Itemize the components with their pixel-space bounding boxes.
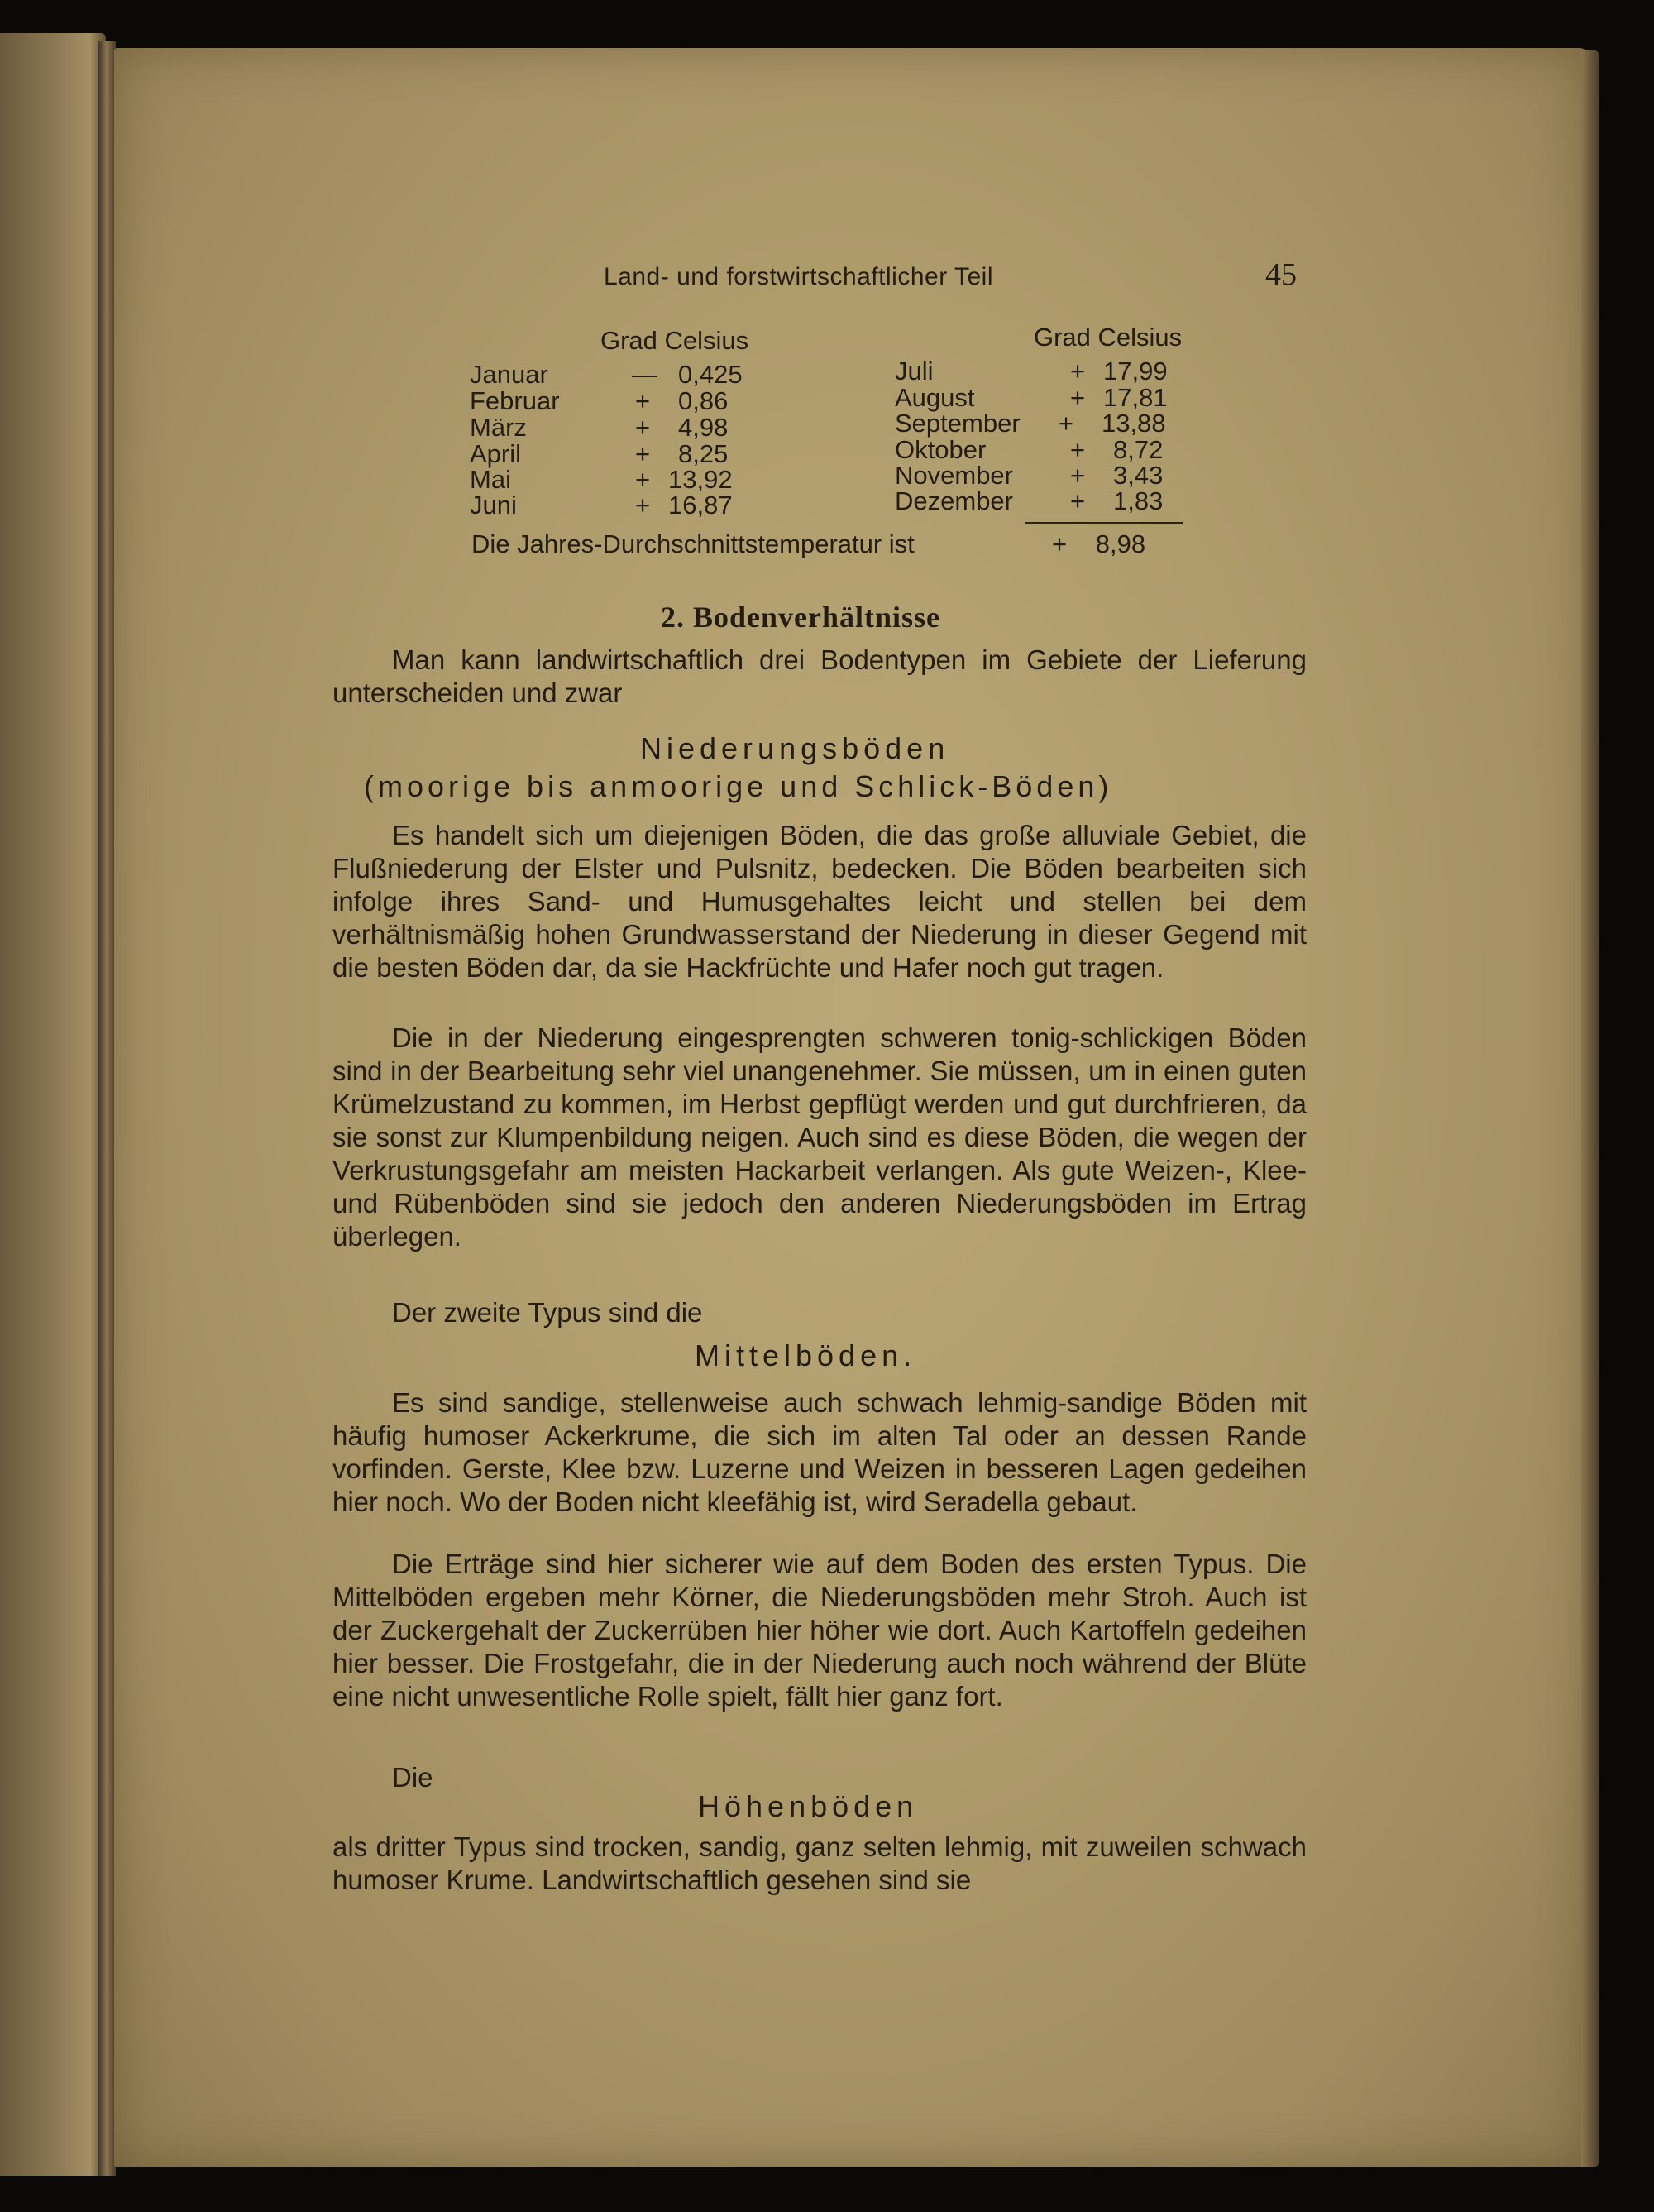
niederungsboeden-subheading: (moorige bis anmoorige und Schlick-Böden): [364, 769, 1113, 803]
annual-average-label: Die Jahres-Durchschnittstemperatur ist: [471, 529, 915, 558]
sign: +: [1070, 461, 1086, 490]
right-page-edge: [1581, 50, 1599, 2167]
intro-paragraph: Man kann landwirtschaftlich drei Bodentypen im Gebiete der Lieferung unterscheiden und zwar: [332, 644, 1307, 708]
value: 0,425: [678, 360, 743, 389]
month-label: Juli: [895, 357, 934, 385]
value: 16,87: [668, 491, 733, 519]
value: 17,99: [1103, 357, 1168, 385]
niederungsboeden-paragraph-1: Es handelt sich um diejenigen Böden, die das große alluviale Gebiet, die Flußniederung der Elster und Pulsnitz, bedecken. Die Böden bearbeiten sich infolge ihres Sand- und Humusgehaltes leicht und stellen bei dem verhältnismäßig hohen Grundwasserstand der Niederung in dieser Gegend mit die besten Böden dar, da sie Hackfrüchte und Hafer noch gut tragen.: [332, 820, 1307, 983]
running-title: Land- und forstwirtschaftlicher Teil: [604, 263, 993, 290]
sign: +: [635, 491, 651, 519]
value: 0,86: [678, 386, 729, 415]
left-page-edge: [0, 33, 106, 2176]
annual-average-value: [1052, 529, 1145, 559]
month-label: März: [470, 413, 527, 442]
value: 4,98: [678, 413, 729, 442]
sign: +: [635, 439, 651, 468]
month-label: Februar: [470, 386, 560, 415]
month-label: Januar: [470, 360, 548, 389]
mittelboeden-paragraph-2: Die Erträge sind hier sicherer wie auf dem Boden des ersten Typus. Die Mittelböden ergeben mehr Körner, die Niederungsböden mehr Stroh. Auch ist der Zuckergehalt der Zuckerrüben hier höher wie dort. Auch Kartoffeln gedeihen hier besser. Die Frostgefahr, die in der Niederung auch noch während der Blüte eine nicht unwesentliche Rolle spielt, fällt hier ganz fort.: [332, 1549, 1307, 1712]
annual-value: 8,98: [1095, 529, 1146, 558]
right-column-header: Grad Celsius: [1034, 323, 1183, 352]
month-label: September: [895, 409, 1021, 438]
month-label: August: [895, 383, 975, 412]
sign: +: [1070, 486, 1086, 515]
month-label: Oktober: [895, 435, 987, 464]
hoehenboeden-paragraph-1: als dritter Typus sind trocken, sandig, ganz selten lehmig, mit zuweilen schwach humoser Krume. Landwirtschaftlich gesehen sind sie: [332, 1831, 1307, 1895]
value: 13,92: [668, 465, 733, 494]
niederungsboeden-heading: Niederungsböden: [640, 731, 950, 765]
niederungsboeden-paragraph-2: Die in der Niederung eingesprengten schweren tonig-schlickigen Böden sind in der Bearbeitung sehr viel unangenehmer. Sie müssen, um in einen guten Krümelzustand zu kommen, im Herbst gepflügt werden und gut durchfrieren, da sie sonst zur Klumpenbildung neigen. Auch sind es diese Böden, die wegen der Verkrustungsgefahr am meisten Hackarbeit verlangen. Als gute Weizen-, Klee- und Rübenböden sind sie jedoch den anderen Niederungsböden im Ertrag überlegen.: [332, 1022, 1307, 1252]
sign: +: [635, 386, 651, 415]
annual-sign: +: [1052, 529, 1068, 558]
value: 8,25: [678, 439, 729, 468]
page-number: 45: [1265, 257, 1297, 292]
value: 17,81: [1103, 383, 1168, 412]
sign: +: [1059, 409, 1074, 438]
sign: +: [635, 465, 651, 494]
section-title: 2. Bodenverhältnisse: [661, 601, 941, 634]
left-column-header: Grad Celsius: [600, 326, 749, 355]
month-label: November: [895, 461, 1013, 490]
sign: +: [635, 413, 651, 442]
hoehenboeden-heading: Höhenböden: [698, 1789, 919, 1823]
book-gutter: [98, 41, 116, 2176]
month-label: April: [470, 439, 522, 468]
mittelboeden-heading: Mittelböden.: [695, 1338, 917, 1372]
value: 8,72: [1113, 435, 1164, 464]
sign: +: [1070, 383, 1086, 412]
value: 13,88: [1102, 409, 1166, 438]
value: 3,43: [1113, 461, 1164, 490]
type3-intro: Die: [392, 1762, 433, 1793]
month-label: Mai: [470, 465, 511, 494]
month-label: Juni: [470, 491, 517, 519]
sum-rule: [1025, 522, 1183, 524]
sign: +: [1070, 435, 1086, 464]
mittelboeden-paragraph-1: Es sind sandige, stellenweise auch schwach lehmig-sandige Böden mit häufig humoser Ackerkrume, die sich im alten Tal oder an dessen Rande vorfinden. Gerste, Klee bzw. Luzerne und Weizen in besseren Lagen gedeihen hier noch. Wo der Boden nicht kleefähig ist, wird Seradella gebaut.: [332, 1387, 1307, 1517]
month-label: Dezember: [895, 486, 1013, 515]
sign: +: [1070, 357, 1086, 385]
value: 1,83: [1113, 486, 1164, 515]
sign: —: [632, 360, 657, 389]
type2-intro: Der zweite Typus sind die: [392, 1297, 703, 1328]
